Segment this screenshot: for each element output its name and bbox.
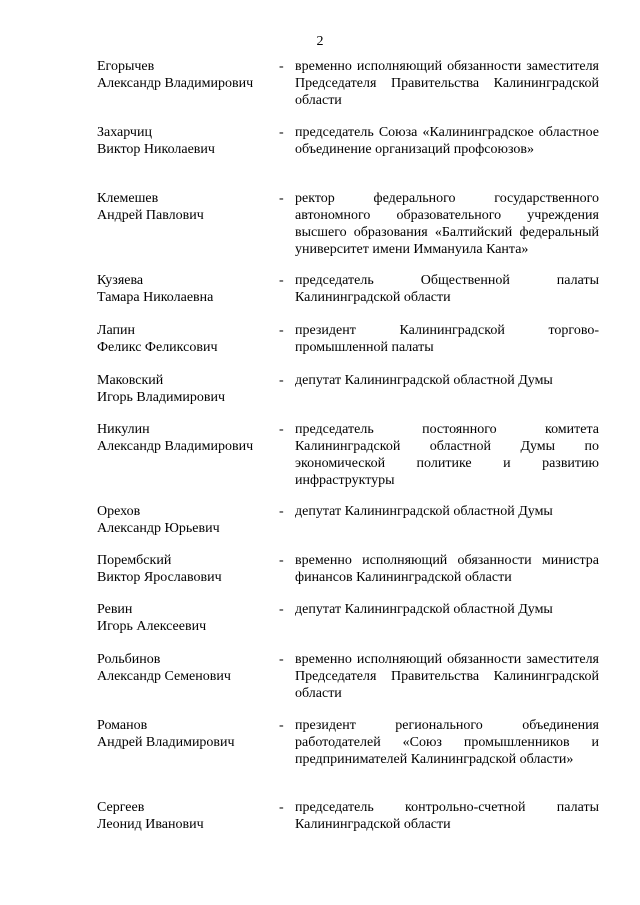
member-given-names: Тамара Николаевна <box>97 290 214 305</box>
member-given-names: Александр Владимирович <box>97 76 254 91</box>
member-name <box>97 372 277 406</box>
member-surname: Романов <box>97 718 148 733</box>
member-surname: Клемешев <box>97 191 159 206</box>
member-surname: Орехов <box>97 504 141 519</box>
separator-dash: - <box>279 602 284 617</box>
member-name <box>97 503 277 537</box>
member-surname: Егорычев <box>97 59 155 74</box>
member-name <box>97 322 277 356</box>
member-surname: Ревин <box>97 602 133 617</box>
separator-dash: - <box>279 125 284 140</box>
member-role: депутат Калининградской областной Думы <box>295 602 553 617</box>
separator-dash: - <box>279 800 284 815</box>
member-role: президент Калининградской торгово-промышленной палаты <box>295 323 599 355</box>
member-given-names: Андрей Павлович <box>97 208 204 223</box>
member-given-names: Андрей Владимирович <box>97 735 235 750</box>
member-name <box>97 421 277 455</box>
separator-dash: - <box>279 652 284 667</box>
member-given-names: Виктор Ярославович <box>97 570 222 585</box>
member-given-names: Игорь Алексеевич <box>97 619 207 634</box>
member-name <box>97 124 277 158</box>
separator-dash: - <box>279 504 284 519</box>
member-name <box>97 799 277 833</box>
member-role: депутат Калининградской областной Думы <box>295 373 553 388</box>
member-surname: Захарчиц <box>97 125 152 140</box>
member-surname: Маковский <box>97 373 164 388</box>
member-surname: Сергеев <box>97 800 145 815</box>
member-name <box>97 601 277 635</box>
separator-dash: - <box>279 422 284 437</box>
member-given-names: Леонид Иванович <box>97 817 204 832</box>
separator-dash: - <box>279 323 284 338</box>
member-name <box>97 552 277 586</box>
member-role: председатель постоянного комитета Калининградской областной Думы по экономической политике и развитию инфраструктуры <box>295 422 599 488</box>
member-surname: Никулин <box>97 422 150 437</box>
separator-dash: - <box>279 373 284 388</box>
member-given-names: Игорь Владимирович <box>97 390 226 405</box>
member-surname: Рольбинов <box>97 652 161 667</box>
member-surname: Порембский <box>97 553 172 568</box>
member-given-names: Феликс Феликсович <box>97 340 218 355</box>
member-role: председатель контрольно-счетной палаты Калининградской области <box>295 800 599 832</box>
member-role: председатель Союза «Калининградское областное объединение организаций профсоюзов» <box>295 125 599 157</box>
member-name <box>97 58 277 92</box>
member-given-names: Александр Семенович <box>97 669 231 684</box>
member-role: председатель Общественной палаты Калининградской области <box>295 273 599 305</box>
separator-dash: - <box>279 718 284 733</box>
separator-dash: - <box>279 191 284 206</box>
member-surname: Кузяева <box>97 273 144 288</box>
page-number: 2 <box>316 34 324 49</box>
member-role: временно исполняющий обязанности заместителя Председателя Правительства Калининградской области <box>295 652 599 701</box>
member-given-names: Александр Юрьевич <box>97 521 220 536</box>
member-surname: Лапин <box>97 323 136 338</box>
member-role: временно исполняющий обязанности министра финансов Калининградской области <box>295 553 599 585</box>
member-name <box>97 272 277 306</box>
member-role: депутат Калининградской областной Думы <box>295 504 553 519</box>
member-given-names: Виктор Николаевич <box>97 142 215 157</box>
member-name <box>97 651 277 685</box>
member-role: президент регионального объединения работодателей «Союз промышленников и предпринимателей Калининградской области» <box>295 718 599 767</box>
member-given-names: Александр Владимирович <box>97 439 254 454</box>
member-name <box>97 190 277 224</box>
member-role: временно исполняющий обязанности заместителя Председателя Правительства Калининградской области <box>295 59 599 108</box>
member-name <box>97 717 277 751</box>
separator-dash: - <box>279 59 284 74</box>
member-role: ректор федерального государственного автономного образовательного учреждения высшего образования «Балтийский федеральный университет имени Иммануила Канта» <box>295 191 599 257</box>
separator-dash: - <box>279 273 284 288</box>
separator-dash: - <box>279 553 284 568</box>
